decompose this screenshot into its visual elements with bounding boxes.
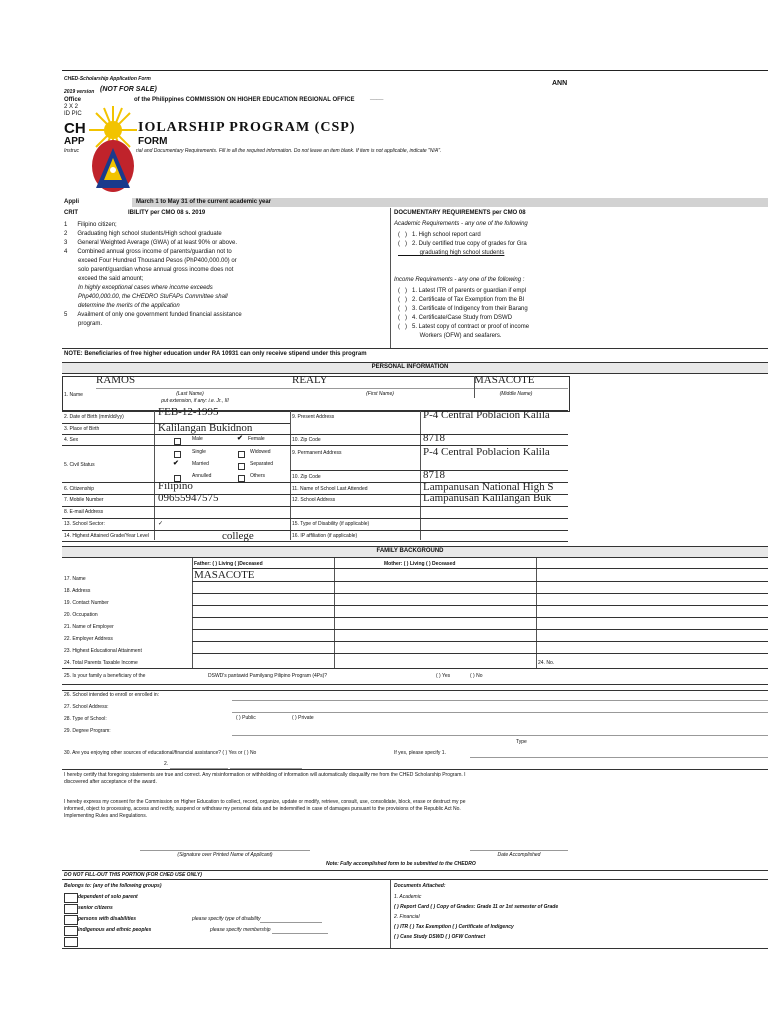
office-blank: ____ — [370, 95, 384, 101]
date-caption: Date Accomplished — [497, 852, 541, 858]
civil-status-label: 5. Civil Status — [64, 462, 95, 468]
belongs-title: Belongs to: (any of the following groups) — [64, 883, 162, 889]
mother-header: Mother: ( ) Living ( ) Deceased — [384, 561, 456, 567]
ip-affiliation-label: 16. IP affiliation (if applicable) — [292, 533, 358, 539]
dob-value: FEB-12-1995 — [158, 406, 219, 418]
civil-single-label: Single — [192, 449, 206, 455]
last-name-hint: put extension, if any: i.e. Jr., III — [161, 398, 229, 404]
id-pic-size: 2 X 2 — [64, 104, 79, 110]
family-row-labels: 17. Name 18. Address 19. Contact Number 20. Occupation 21. Name of Employer 22. Employer Address 23. Highest Educational Attainment 24. Total Parents Taxable Income — [64, 576, 142, 666]
sex-female-label: Female — [248, 436, 265, 442]
pob-value: Kalilangan Bukidnon — [158, 422, 253, 434]
civil-married-label: Married — [192, 461, 209, 467]
citizenship-value: Filipino — [158, 480, 193, 492]
program-title-left: CH — [64, 120, 86, 137]
q27-label: 27. School Address: — [64, 704, 109, 710]
q25-label: 25. Is your family a beneficiary of the — [64, 673, 146, 679]
civil-others-label: Others — [250, 473, 266, 479]
q26-label: 26. School intended to enroll or enrolled in: — [64, 692, 160, 698]
group-indigenous-label: indigenous and ethnic peoples — [78, 927, 152, 933]
citizenship-label: 6. Citizenship — [64, 486, 95, 492]
sex-label: 4. Sex — [64, 437, 79, 443]
last-name-caption: (Last Name) — [176, 391, 204, 397]
consent-line-1: I hereby express my consent for the Commission on Higher Education to collect, record, organize, update or modify, retrieve, consult, use, consolidate, block, erase or destruct my pe — [64, 799, 466, 805]
present-address-value: P-4 Central Poblacion Kalila — [423, 409, 550, 421]
criteria-title: IBILITY per CMO 08 s. 2019 — [128, 210, 206, 216]
group-solo-parent-checkbox[interactable] — [64, 893, 78, 903]
disability-hint: please specify type of disability — [192, 916, 261, 922]
signature-caption: (Signature over Printed Name of Applicant) — [177, 852, 273, 858]
civil-separated-checkbox[interactable] — [238, 463, 245, 470]
personal-info-title: PERSONAL INFORMATION — [371, 364, 449, 370]
father-name-value: MASACOTE — [194, 569, 255, 581]
zip-code-value: 8718 — [423, 432, 445, 444]
q30-label: 30. Are you enjoying other sources of educational/financial assistance? ( ) Yes or ( ) No — [64, 750, 257, 756]
income-requirements-list: ( ) 1. Latest ITR of parents or guardian if empl ( ) 2. Certificate of Tax Exemption from the BI ( ) 3. Certificate of Indigency from their Barang ( ) 4. Certificate/Case Study from DSWD ( ) 5. Latest copy of contract or proof of income Workers (OFW) and seafarers. — [398, 288, 530, 339]
zip-code-2-value: 8718 — [423, 469, 445, 481]
q25-program: DSWD's pantawid Pamilyang Pilipino Program (4Ps)? — [208, 673, 328, 679]
siblings-label: 24. No. — [538, 660, 555, 666]
civil-others-checkbox[interactable] — [238, 475, 245, 482]
membership-hint: please specify membership — [210, 927, 271, 933]
pob-label: 3. Place of Birth — [64, 426, 100, 432]
family-background-title: FAMILY BACKGROUND — [376, 548, 444, 554]
q30-specify: If yes, please specify 1. — [394, 750, 446, 756]
last-school-value: Lampanusan National High S — [423, 481, 554, 493]
group-pwd-checkbox[interactable] — [64, 915, 78, 925]
academic-requirements-title: Academic Requirements - any one of the following — [394, 221, 528, 227]
sex-male-label: Male — [192, 436, 203, 442]
middle-name-value: MASACOTE — [474, 374, 535, 386]
civil-widowed-checkbox[interactable] — [238, 451, 245, 458]
group-indigenous-checkbox[interactable] — [64, 926, 78, 936]
app-form-right: FORM — [138, 136, 168, 147]
academic-requirements-list: ( ) 1. High school report card ( ) 2. Duly certified true copy of grades for Gra graduating high school students — [398, 232, 527, 256]
school-sector-label: 13. School Sector: — [64, 521, 105, 527]
criteria-title-left: CRIT — [64, 210, 78, 216]
documents-attached-title: Documents Attached: — [394, 883, 446, 889]
middle-name-caption: (Middle Name) — [499, 391, 533, 397]
permanent-address-label: 9. Permanent Address — [292, 450, 342, 456]
school-address-value: Lampanusan Kalilangan Buk — [423, 492, 552, 504]
grade-level-label: 14. Highest Attained Grade/Year Level — [64, 533, 149, 539]
q25-no[interactable]: ( ) No — [470, 673, 483, 679]
grade-level-value: college — [222, 530, 254, 542]
mobile-value: 09655947575 — [158, 492, 219, 504]
civil-widowed-label: Widowed — [250, 449, 271, 455]
q29-label: 29. Degree Program: — [64, 728, 111, 734]
certification-line-2: discovered after acceptance of the award. — [64, 779, 157, 785]
sex-male-checkbox[interactable] — [174, 438, 181, 445]
consent-line-2: informed, object to processing, access and rectify, suspend or withdraw my personal data and be indemnified in case of damages pursuant to the provisions of the Republic Act No. — [64, 806, 461, 812]
office-text: of the Philippines COMMISSION ON HIGHER EDUCATION REGIONAL OFFICE — [134, 97, 355, 103]
annex-label: ANN — [552, 80, 568, 87]
last-name-value: RAMOS — [96, 374, 136, 386]
id-pic-label: ID PIC — [64, 111, 82, 117]
present-address-label: 9. Present Address — [292, 414, 335, 420]
public-option[interactable]: ( ) Public — [236, 715, 256, 721]
form-id: CHED-Scholarship Application Form — [64, 76, 151, 82]
first-name-value: REALY — [292, 374, 328, 386]
group-senior-citizen-checkbox[interactable] — [64, 904, 78, 914]
office-use-title: DO NOT FILL-OUT THIS PORTION (FOR CHED USE ONLY) — [64, 872, 202, 878]
name-label: 1. Name — [64, 392, 83, 398]
consent-line-3: Implementing Rules and Regulations. — [64, 813, 148, 819]
civil-single-checkbox[interactable] — [174, 451, 181, 458]
school-address-label: 12. School Address — [292, 497, 336, 503]
father-header: Father: ( ) Living ( )Deceased — [194, 561, 263, 567]
income-requirements-title: Income Requirements - any one of the following : — [394, 277, 525, 283]
first-name-caption: (First Name) — [366, 391, 394, 397]
mobile-label: 7. Mobile Number — [64, 497, 104, 503]
type-label: Type — [516, 739, 527, 745]
civil-separated-label: Separated — [250, 461, 274, 467]
form-version: 2019 version — [64, 89, 95, 95]
dob-label: 2. Date of Birth (mm/dd/yy) — [64, 414, 124, 420]
application-period-text: March 1 to May 31 of the current academic year — [136, 199, 272, 205]
last-school-label: 11. Name of School Last Attended — [292, 486, 368, 492]
instructions-left: Instruc — [64, 148, 80, 154]
app-form-left: APP — [64, 136, 85, 147]
disability-label: 15. Type of Disability (if applicable) — [292, 521, 370, 527]
group-solo-parent-label: dependent of solo parent — [78, 894, 138, 900]
not-for-sale: (NOT FOR SALE) — [100, 86, 157, 93]
documents-attached-list: 1. Academic ( ) Report Card ( ) Copy of Grades: Grade 11 or 1st semester of Grade 2. Financial ( ) ITR ( ) Tax Exemption ( ) Certificate of Indigency ( ) Case Study DSWD ( ) OFW Contract — [394, 894, 559, 940]
ched-seal-logo — [84, 104, 142, 200]
program-title: IOLARSHIP PROGRAM (CSP) — [138, 120, 356, 135]
certification-line-1: I hereby certify that foregoing statements are true and correct. Any misinformation or withholding of information will automatically disqualify me from the CHED Scholarship Program. I — [64, 772, 466, 778]
permanent-address-value: P-4 Central Poblacion Kalila — [423, 446, 550, 458]
application-period-label: Appli — [64, 199, 79, 205]
instructions: rial and Documentary Requirements. Fill in all the required information. Do not leave an item blank. If item is not applicable, indicate "N/A". — [136, 148, 442, 154]
office-label: Office — [64, 97, 82, 103]
q30-second: 2. — [164, 761, 169, 767]
free-education-note: NOTE: Beneficiaries of free higher education under RA 10931 can only receive stipend under this program — [64, 351, 367, 357]
submit-note: Note: Fully accomplished form to be submitted to the CHEDRO — [326, 861, 476, 867]
sex-female-check[interactable]: ✔ — [237, 435, 243, 442]
zip-code-2-label: 10. Zip Code — [292, 474, 321, 480]
criteria-list: 1 Filipino citizen; 2 Graduating high school students/High school graduate 3 General Weighted Average (GWA) of at least 90% or above. 4 Combined annual gross income of parents/guardian not to exceed Four Hundred Thousand Pesos (PhP400,000.00) or solo parent/guardian whose annual gross income does not exceed the said amount; In highly exceptional cases where income exceeds Php400,000.00, the CHEDRO StuFAPs Committee shall determine the merits of the application 5 Availment of only one government funded financial assistance program. — [64, 222, 242, 327]
civil-annulled-label: Annulled — [192, 473, 212, 479]
private-option[interactable]: ( ) Private — [292, 715, 314, 721]
email-label: 8. E-mail Address — [64, 509, 104, 515]
school-sector-mark: ✓ — [158, 521, 164, 527]
group-pwd-label: persons with disabilities — [78, 916, 137, 922]
civil-married-check[interactable]: ✔ — [173, 460, 179, 467]
zip-code-label: 10. Zip Code — [292, 437, 321, 443]
q28-label: 28. Type of School: — [64, 716, 107, 722]
q25-yes[interactable]: ( ) Yes — [436, 673, 451, 679]
documentary-title: DOCUMENTARY REQUIREMENTS per CMO 08 — [394, 210, 526, 216]
group-senior-citizen-label: senior citizens — [78, 905, 113, 911]
